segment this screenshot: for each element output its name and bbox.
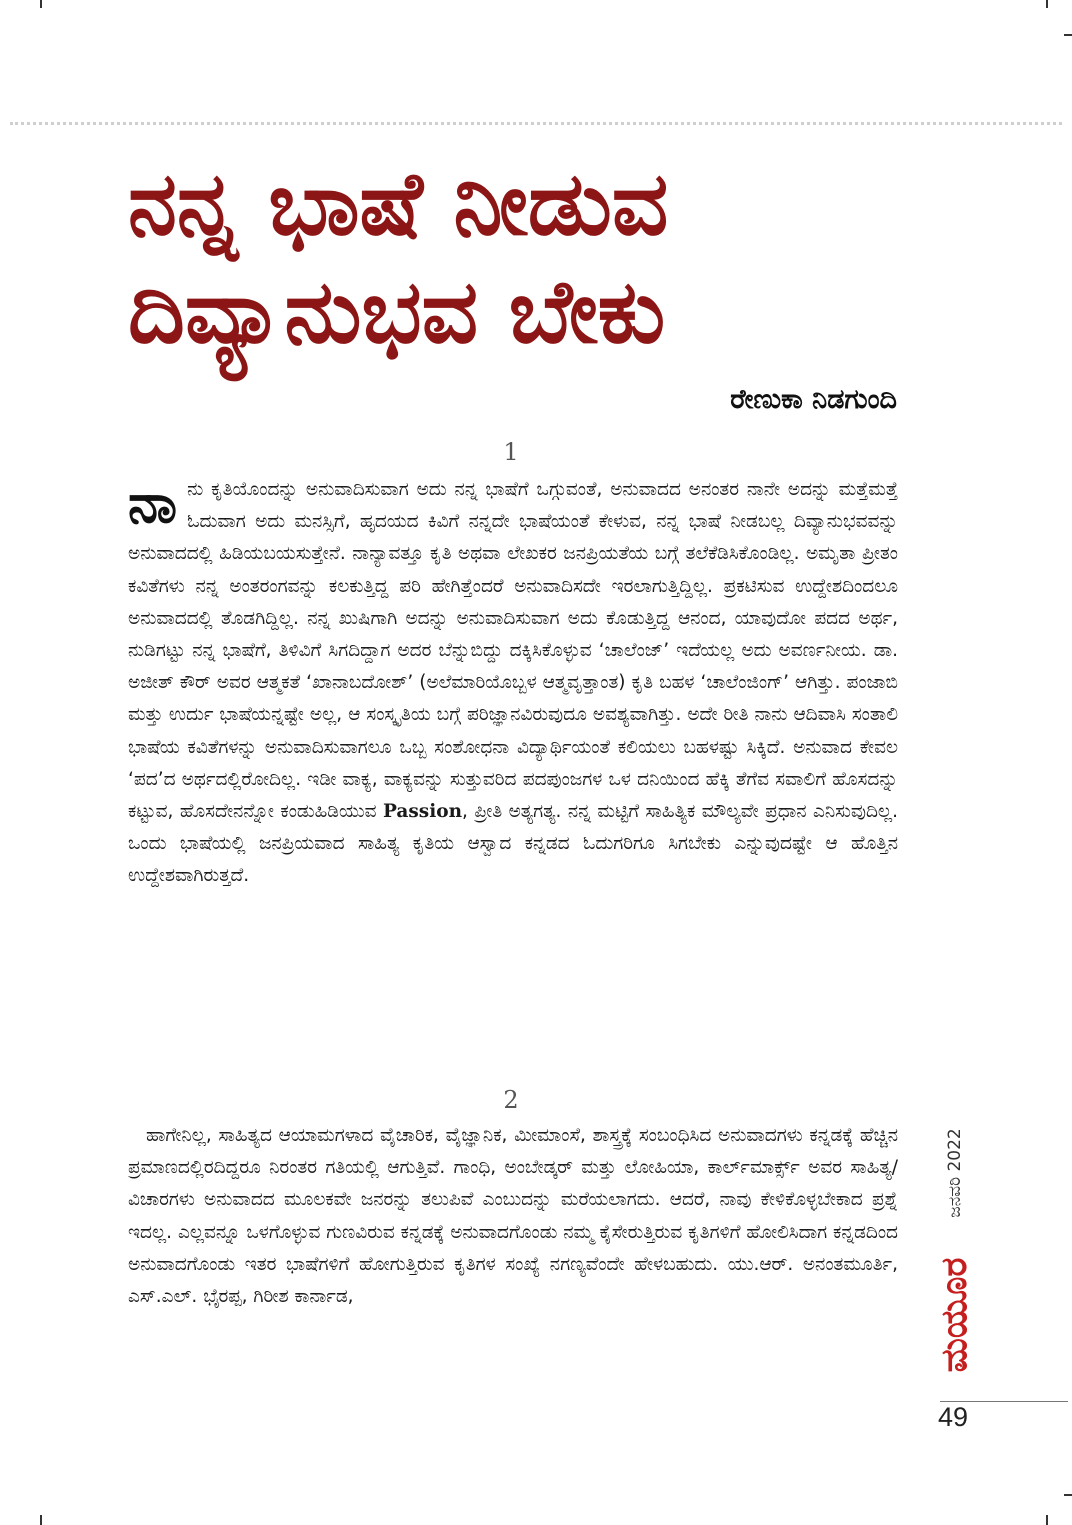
section-number-1: 1	[503, 438, 519, 466]
section-2-paragraph	[128, 1120, 898, 1313]
bold-word-passion: Passion	[382, 801, 463, 823]
issue-date: ಜನವರಿ 2022	[945, 1128, 965, 1218]
crop-mark-right-top	[1064, 34, 1072, 36]
section-1-text: ನು ಕೃತಿಯೊಂದನ್ನು ಅನುವಾದಿಸುವಾಗ ಅದು ನನ್ನ ಭಾಷೆಗೆ ಒಗ್ಗುವಂತೆ, ಅನುವಾದದ ಅನಂತರ ನಾನೇ ಅದನ್ನು ಮತ್ತೆಮತ್ತೆ ಓದುವಾಗ ಅದು ಮನಸ್ಸಿಗೆ, ಹೃದಯದ ಕಿವಿಗೆ ನನ್ನದೇ ಭಾಷೆಯಂತೆ ಕೇಳುವ, ನನ್ನ ಭಾಷೆ ನೀಡಬಲ್ಲ ದಿವ್ಯಾನುಭವವನ್ನು ಅನುವಾದದಲ್ಲಿ ಹಿಡಿಯಬಯಸುತ್ತೇನೆ. ನಾನ್ಯಾವತ್ತೂ ಕೃತಿ ಅಥವಾ ಲೇಖಕರ ಜನಪ್ರಿಯತೆಯ ಬಗ್ಗೆ ತಲೆಕೆಡಿಸಿಕೊಂಡಿಲ್ಲ. ಅಮೃತಾ ಪ್ರೀತಂ ಕವಿತೆಗಳು ನನ್ನ ಅಂತರಂಗವನ್ನು ಕಲಕುತ್ತಿದ್ದ ಪರಿ ಹೇಗಿತ್ತೆಂದರೆ ಅನುವಾದಿಸದೇ ಇರಲಾಗುತ್ತಿದ್ದಿಲ್ಲ. ಪ್ರಕಟಿಸುವ ಉದ್ದೇಶದಿಂದಲೂ ಅನುವಾದದಲ್ಲಿ ತೊಡಗಿದ್ದಿಲ್ಲ. ನನ್ನ ಖುಷಿಗಾಗಿ ಅದನ್ನು ಅನುವಾದಿಸುವಾಗ ಅದು ಕೊಡುತ್ತಿದ್ದ ಆನಂದ, ಯಾವುದೋ ಪದದ ಅರ್ಥ, ನುಡಿಗಟ್ಟು ನನ್ನ ಭಾಷೆಗೆ, ತಿಳಿವಿಗೆ ಸಿಗದಿದ್ದಾಗ ಅದರ ಬೆನ್ನುಬಿದ್ದು ದಕ್ಕಿಸಿಕೊಳ್ಳುವ ‘ಚಾಲೆಂಜ್’ ಇದೆಯಲ್ಲ ಅದು ಅವರ್ಣನೀಯ. ಡಾ. ಅಜೀತ್ ಕೌರ್ ಅವರ ಆತ್ಮಕತೆ ‘ಖಾನಾಬದೋಶ್’ (ಅಲೆಮಾರಿಯೊಬ್ಬಳ ಆತ್ಮವೃತ್ತಾಂತ) ಕೃತಿ ಬಹಳ ‘ಚಾಲೆಂಜಿಂಗ್’ ಆಗಿತ್ತು. ಪಂಜಾಬಿ ಮತ್ತು ಉರ್ದು ಭಾಷೆಯನ್ನಷ್ಟೇ ಅಲ್ಲ, ಆ ಸಂಸ್ಕೃತಿಯ ಬಗ್ಗೆ ಪರಿಜ್ಞಾನವಿರುವುದೂ ಅವಶ್ಯವಾಗಿತ್ತು. ಅದೇ ರೀತಿ ನಾನು ಆದಿವಾಸಿ ಸಂತಾಲಿ ಭಾಷೆಯ ಕವಿತೆಗಳನ್ನು ಅನುವಾದಿಸುವಾಗಲೂ ಒಬ್ಬ ಸಂಶೋಧನಾ ವಿದ್ಯಾರ್ಥಿಯಂತೆ ಕಲಿಯಲು ಬಹಳಷ್ಟು ಸಿಕ್ಕಿದೆ. ಅನುವಾದ ಕೇವಲ ‘ಪದ’ದ ಅರ್ಥದಲ್ಲಿರೋದಿಲ್ಲ. ಇಡೀ ವಾಕ್ಯ, ವಾಕ್ಯವನ್ನು ಸುತ್ತುವರಿದ ಪದಪುಂಜಗಳ ಒಳ ದನಿಯಿಂದ ಹೆಕ್ಕಿ ತೆಗೆವ ಸವಾಲಿಗೆ ಹೊಸದನ್ನು ಕಟ್ಟುವ, ಹೊಸದೇನನ್ನೋ ಕಂಡುಹಿಡಿಯುವ	[128, 479, 898, 823]
crop-mark-top-left	[40, 0, 42, 8]
section-2-text: ಹಾಗೇನಿಲ್ಲ, ಸಾಹಿತ್ಯದ ಆಯಾಮಗಳಾದ ವೈಚಾರಿಕ, ವೈಜ್ಞಾನಿಕ, ಮೀಮಾಂಸೆ, ಶಾಸ್ತ್ರಕ್ಕೆ ಸಂಬಂಧಿಸಿದ ಅನುವಾದಗಳು ಕನ್ನಡಕ್ಕೆ ಹೆಚ್ಚಿನ ಪ್ರಮಾಣದಲ್ಲಿರದಿದ್ದರೂ ನಿರಂತರ ಗತಿಯಲ್ಲಿ ಆಗುತ್ತಿವೆ. ಗಾಂಧಿ, ಅಂಬೇಡ್ಕರ್ ಮತ್ತು ಲೋಹಿಯಾ, ಕಾರ್ಲ್‌ಮಾರ್ಕ್ಸ್ ಅವರ ಸಾಹಿತ್ಯ/ ವಿಚಾರಗಳು ಅನುವಾದದ ಮೂಲಕವೇ ಜನರನ್ನು ತಲುಪಿವೆ ಎಂಬುದನ್ನು ಮರೆಯಲಾಗದು. ಆದರೆ, ನಾವು ಕೇಳಿಕೊಳ್ಳಬೇಕಾದ ಪ್ರಶ್ನೆ ಇದಲ್ಲ. ಎಲ್ಲವನ್ನೂ ಒಳಗೊಳ್ಳುವ ಗುಣವಿರುವ ಕನ್ನಡಕ್ಕೆ ಅನುವಾದಗೊಂಡು ನಮ್ಮ ಕೈಸೇರುತ್ತಿರುವ ಕೃತಿಗಳಿಗೆ ಹೋಲಿಸಿದಾಗ ಕನ್ನಡದಿಂದ ಅನುವಾದಗೊಂಡು ಇತರ ಭಾಷೆಗಳಿಗೆ ಹೋಗುತ್ತಿರುವ ಕೃತಿಗಳ ಸಂಖ್ಯೆ ನಗಣ್ಯವೆಂದೇ ಹೇಳಬಹುದು. ಯು.ಆರ್. ಅನಂತಮೂರ್ತಿ, ಎಸ್.ಎಲ್. ಭೈರಪ್ಪ, ಗಿರೀಶ ಕಾರ್ನಾಡ,	[128, 1125, 898, 1308]
crop-mark-right-bottom	[1064, 1494, 1072, 1496]
article-title	[128, 150, 928, 366]
issue-date-vertical	[930, 1103, 980, 1243]
drop-cap: ನಾ	[128, 472, 178, 535]
section-number-2: 2	[503, 1086, 519, 1114]
section-1-text-after: , ಪ್ರೀತಿ ಅತ್ಯಗತ್ಯ. ನನ್ನ ಮಟ್ಟಿಗೆ ಸಾಹಿತ್ಯಿಕ ಮೌಲ್ಯವೇ ಪ್ರಧಾನ ಎನಿಸುವುದಿಲ್ಲ. ಒಂದು ಭಾಷೆಯಲ್ಲಿ ಜನಪ್ರಿಯವಾದ ಸಾಹಿತ್ಯ ಕೃತಿಯ ಆಸ್ವಾದ ಕನ್ನಡದ ಓದುಗರಿಗೂ ಸಿಗಬೇಕು ಎನ್ನುವುದಷ್ಟೇ ಆ ಹೊತ್ತಿನ ಉದ್ದೇಶವಾಗಿರುತ್ತದೆ.	[128, 801, 898, 887]
page-number: 49	[938, 1402, 969, 1432]
title-line-2: ದಿವ್ಯಾನುಭವ ಬೇಕು	[128, 260, 666, 363]
crop-mark-bottom-right	[1046, 1515, 1048, 1525]
crop-mark-top-right	[1046, 0, 1048, 8]
header-dotted-rule	[10, 122, 1062, 125]
section-1-paragraph	[128, 474, 898, 893]
magazine-logo-vertical	[925, 1245, 985, 1385]
magazine-logo: ಮಯೂರ	[934, 1257, 975, 1373]
title-line-1: ನನ್ನ ಭಾಷೆ ನೀಡುವ	[128, 152, 669, 255]
crop-mark-bottom-left	[40, 1515, 42, 1525]
author-byline: ರೇಣುಕಾ ನಿಡಗುಂದಿ	[730, 384, 897, 415]
